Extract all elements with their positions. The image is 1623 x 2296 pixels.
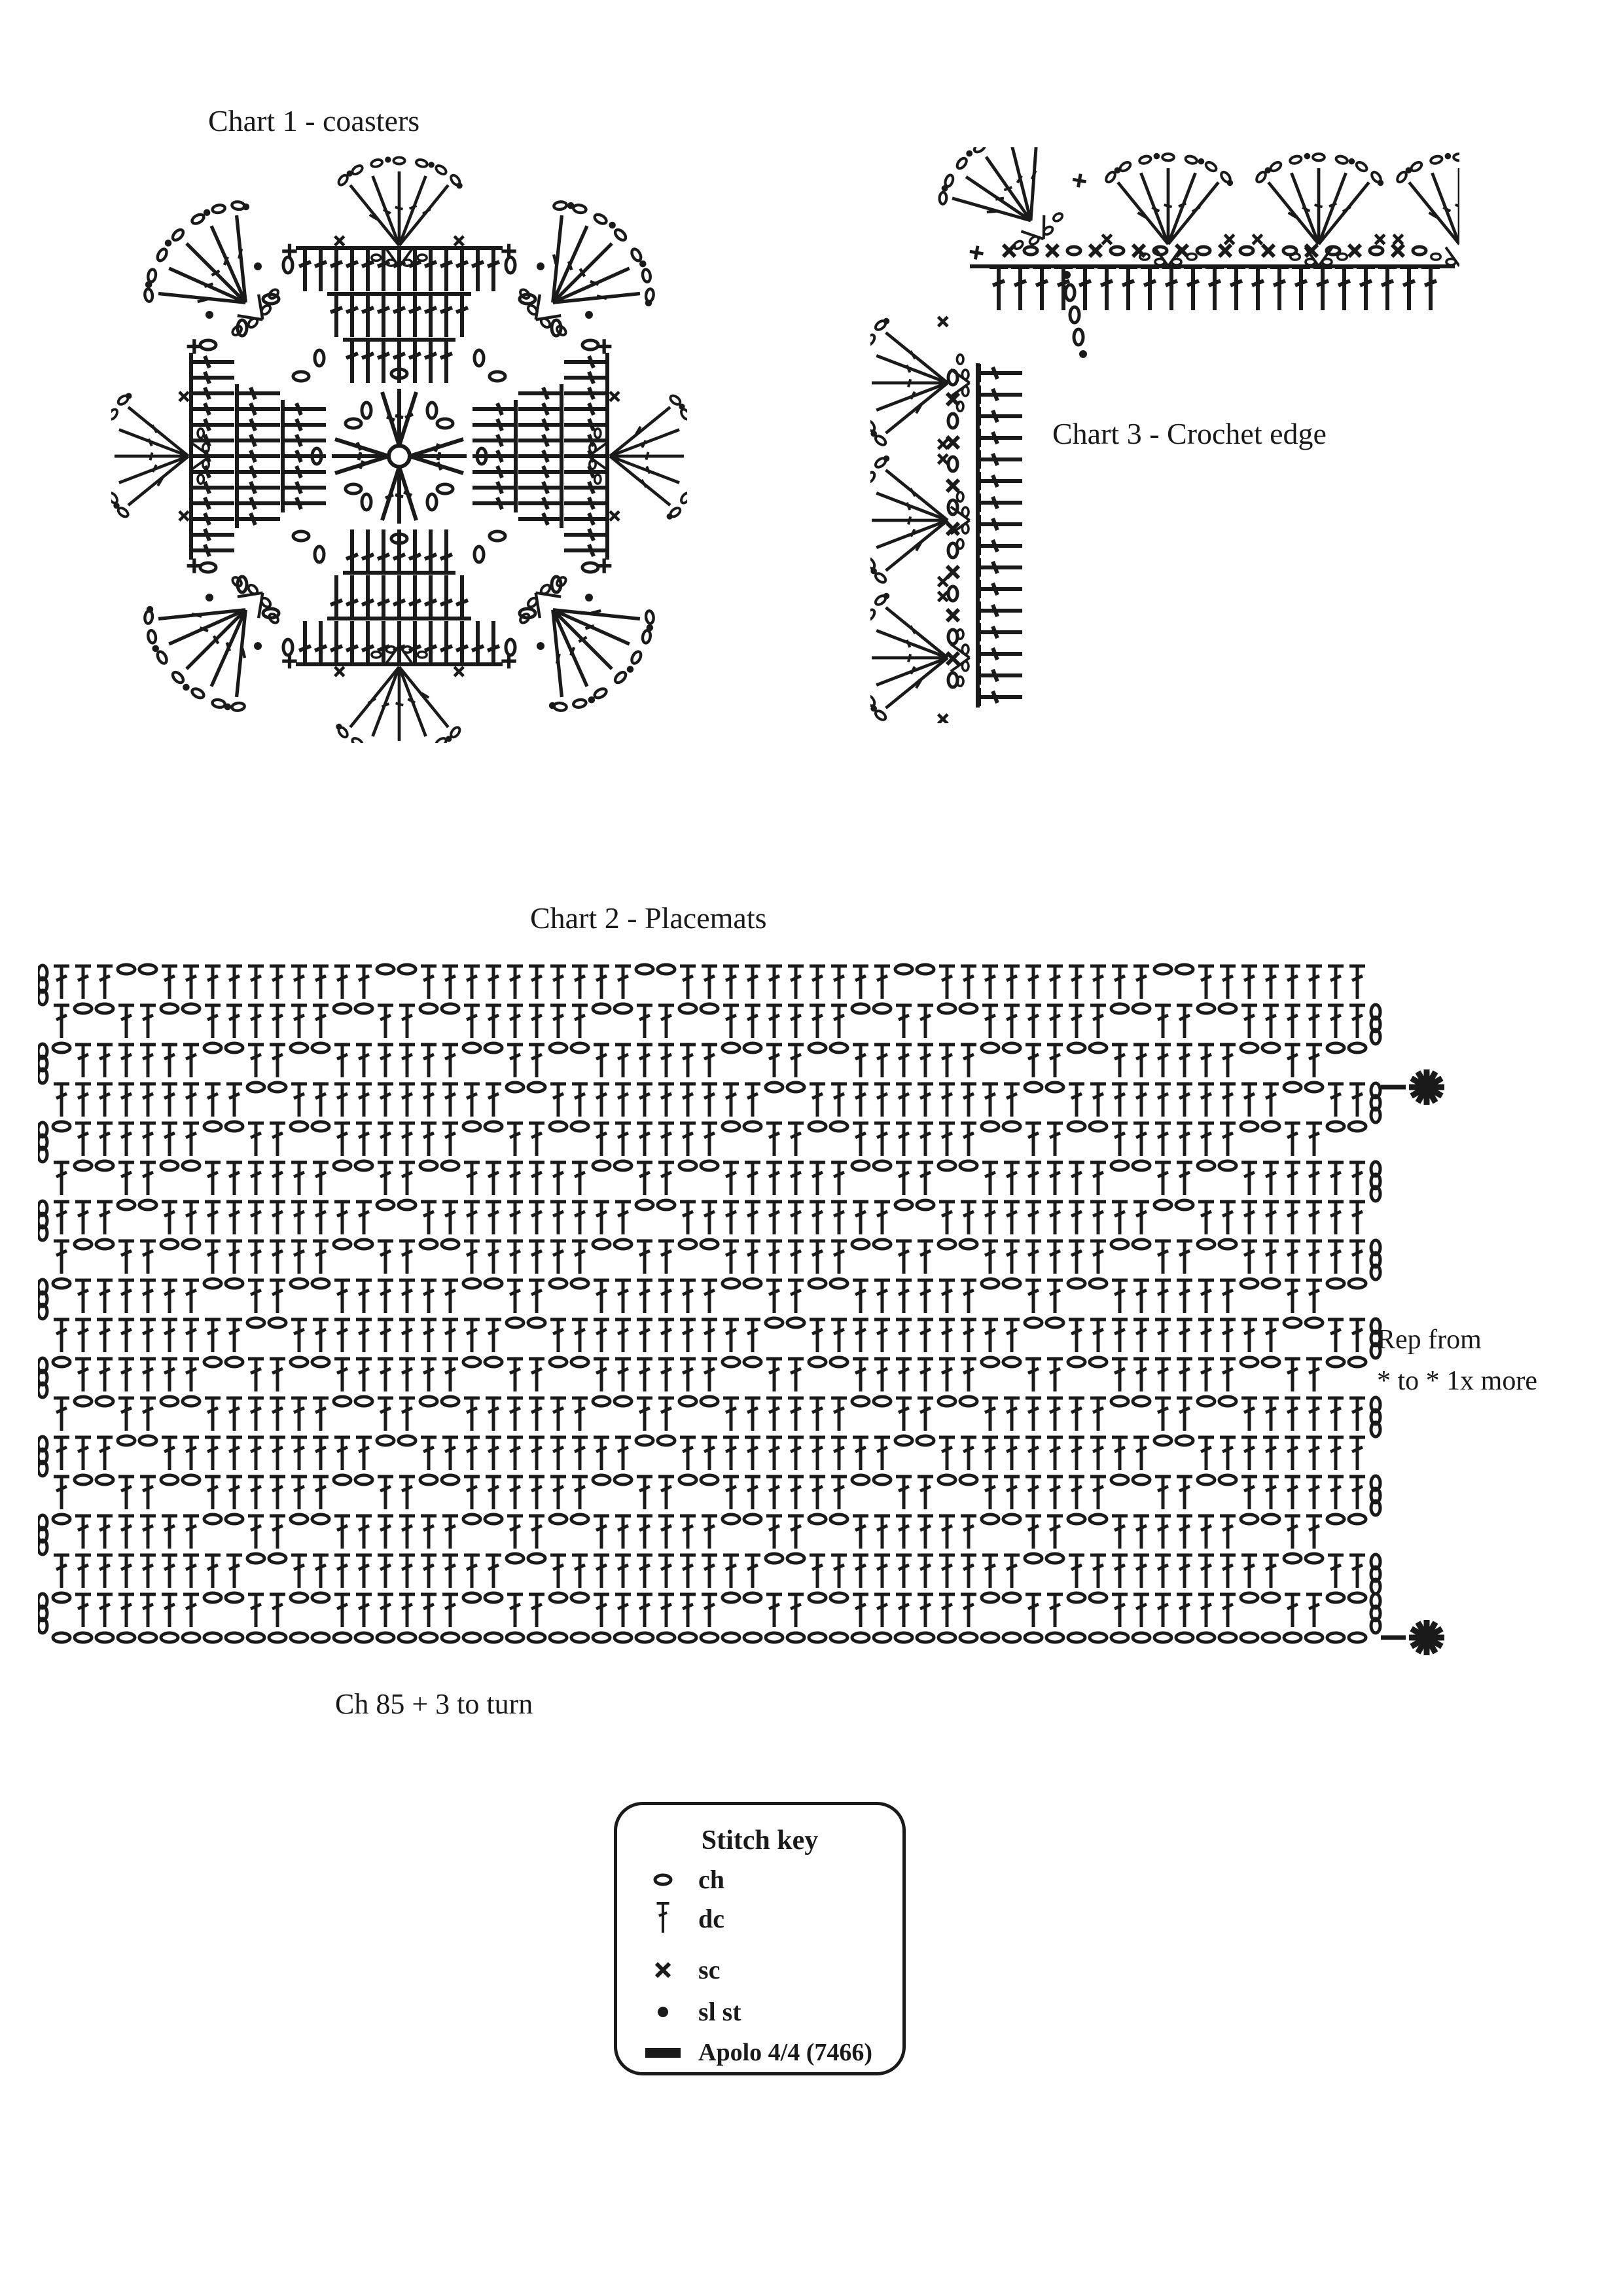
chart3-diagram [870,147,1459,723]
key-label-sc: sc [698,1955,721,1984]
yarn-swatch-icon [639,2048,687,2058]
key-row-ch [639,1864,724,1895]
chart2-caption: Ch 85 + 3 to turn [335,1688,533,1720]
repeat-asterisk-marker [1409,1620,1444,1655]
key-label-dc: dc [698,1903,724,1933]
left-dc-column [979,364,1022,706]
repeat-asterisk-marker [1409,1069,1444,1105]
key-label-yarn: Apolo 4/4 (7466) [698,2039,872,2066]
key-label-ch: ch [698,1865,724,1894]
corner-shell [922,147,1099,278]
dc-post-icon [639,1901,687,1936]
chart3-title: Chart 3 - Crochet edge [1052,417,1327,450]
stitch-key-title: Stitch key [701,1825,819,1856]
key-row-dc [639,1901,724,1936]
chart2-title: Chart 2 - Placemats [530,901,767,935]
sc-cross-icon [639,1959,687,1981]
center-ring-icon [389,446,410,467]
stitch-key-box [614,1802,906,2075]
top-sc-ch-row [1003,245,1426,257]
repeat-note-line1: Rep from [1377,1325,1482,1355]
chart1-title: Chart 1 - coasters [208,104,420,137]
sl-st-dot-icon [639,2004,687,2020]
top-dc-row [990,267,1440,310]
key-row-sc [639,1954,720,1985]
key-row-yarn [639,2038,872,2067]
chart1-diagram [111,154,687,743]
chart2-grid [38,961,1452,1661]
key-label-slst: sl st [698,1997,741,2026]
ch-oval-icon [639,1871,687,1888]
left-shell-2 [870,454,970,586]
chart2-repeat-note [1377,1319,1537,1402]
key-row-slst [639,1996,741,2027]
repeat-note-line2: * to * 1x more [1377,1366,1537,1396]
